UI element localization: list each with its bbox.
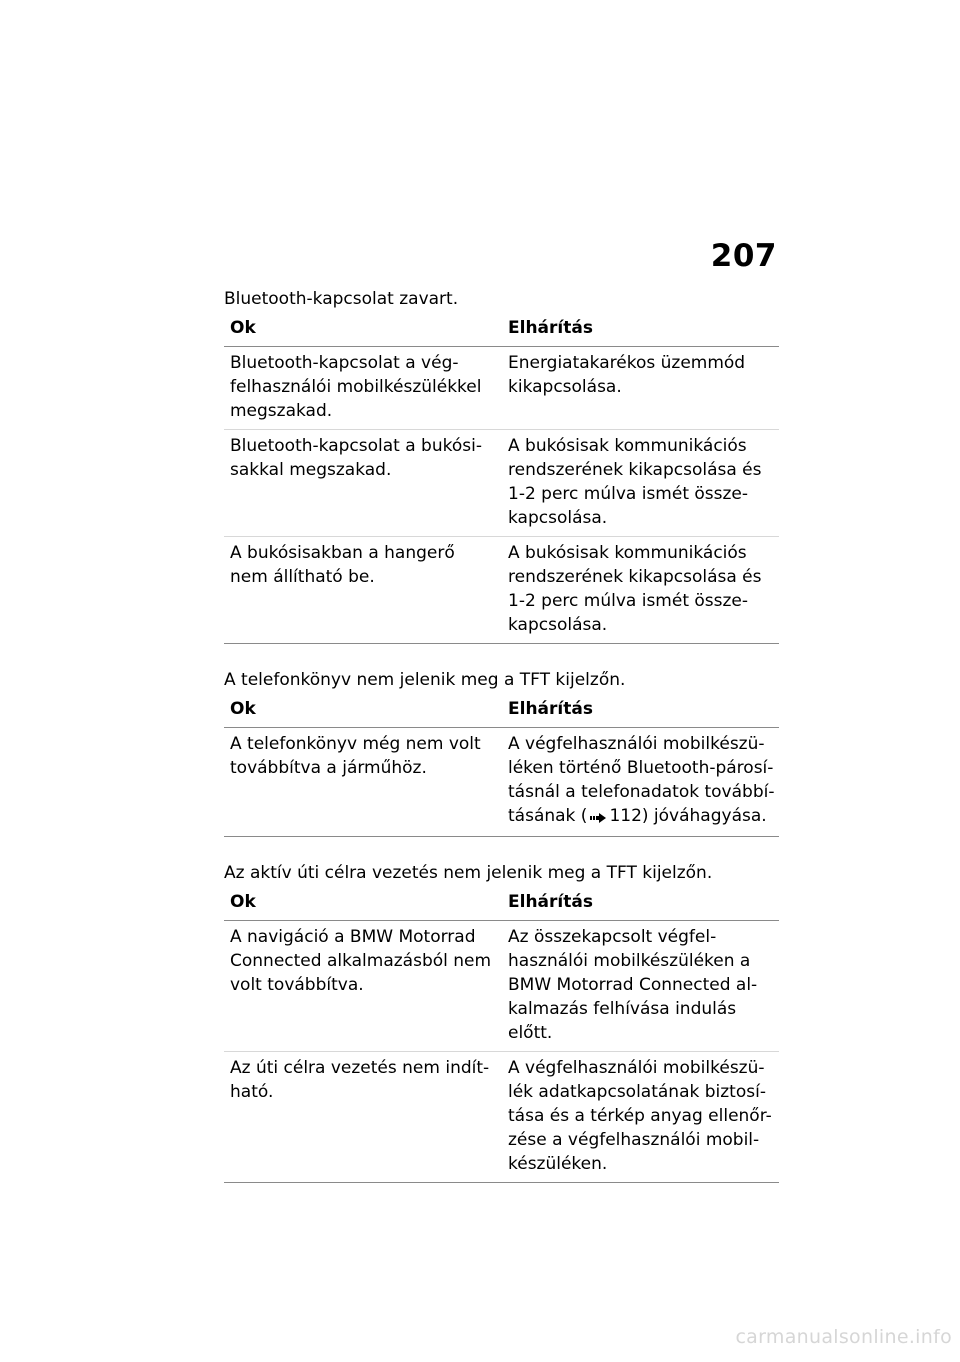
table-row <box>224 921 779 1052</box>
fix-line: léken történő Bluetooth-párosí- <box>508 758 774 778</box>
column-header-fix: Elhárítás <box>502 887 779 921</box>
cause-line: Bluetooth-kapcsolat a bukósi- <box>230 436 482 456</box>
cause-line: felhasználói mobilkészülékkel <box>230 377 482 397</box>
fix-line: készüléken. <box>508 1154 608 1174</box>
fix-line: A végfelhasználói mobilkészü- <box>508 1058 765 1078</box>
watermark: carmanualsonline.info <box>735 1326 952 1348</box>
fix-line: kapcsolása. <box>508 508 608 528</box>
page-content <box>224 287 779 1207</box>
fix-line: előtt. <box>508 1023 553 1043</box>
page-reference-link[interactable]: 112 <box>609 806 642 826</box>
cause-line: megszakad. <box>230 401 333 421</box>
fix-line: 1-2 perc múlva ismét össze- <box>508 591 749 611</box>
section-navigation <box>224 861 779 1183</box>
cause-cell <box>224 347 502 430</box>
fix-line-reference <box>508 804 773 830</box>
cause-line: Bluetooth-kapcsolat a vég- <box>230 353 459 373</box>
cause-line: A navigáció a BMW Motorrad <box>230 927 476 947</box>
cause-line: továbbítva a járműhöz. <box>230 758 427 778</box>
fix-line: rendszerének kikapcsolása és <box>508 460 762 480</box>
column-header-fix: Elhárítás <box>502 313 779 347</box>
fix-line: BMW Motorrad Connected al- <box>508 975 758 995</box>
table-row <box>224 728 779 837</box>
cause-line: A telefonkönyv még nem volt <box>230 734 481 754</box>
cause-line: sakkal megszakad. <box>230 460 392 480</box>
cause-line: A bukósisakban a hangerő <box>230 543 455 563</box>
fix-line: rendszerének kikapcsolása és <box>508 567 762 587</box>
fix-cell <box>502 921 779 1052</box>
column-header-cause: Ok <box>224 313 502 347</box>
fix-line: kalmazás felhívása indulás <box>508 999 737 1019</box>
fix-line: A bukósisak kommunikációs <box>508 543 747 563</box>
cause-cell <box>224 430 502 537</box>
table-row <box>224 537 779 644</box>
fix-cell <box>502 1052 779 1183</box>
cause-line: volt továbbítva. <box>230 975 364 995</box>
fix-ref-before: tásának ( <box>508 806 588 826</box>
arrow-right-icon <box>589 806 607 830</box>
table-row <box>224 1052 779 1183</box>
cause-cell <box>224 537 502 644</box>
table-header-row <box>224 694 779 728</box>
fix-cell <box>502 537 779 644</box>
fix-cell <box>502 347 779 430</box>
cause-line: nem állítható be. <box>230 567 375 587</box>
cause-cell <box>224 921 502 1052</box>
fix-line: tásnál a telefonadatok továbbí- <box>508 782 775 802</box>
fix-line: lék adatkapcsolatának biztosí- <box>508 1082 766 1102</box>
fix-line: Energiatakarékos üzemmód <box>508 353 746 373</box>
section-bluetooth <box>224 287 779 644</box>
cause-cell <box>224 728 502 837</box>
section-title: Az aktív úti célra vezetés nem jelenik meg a TFT kijelzőn. <box>224 863 713 883</box>
cause-line: Connected alkalmazásból nem <box>230 951 492 971</box>
troubleshooting-table <box>224 694 779 837</box>
fix-line: tása és a térkép anyag ellenőr- <box>508 1106 772 1126</box>
troubleshooting-table <box>224 313 779 644</box>
table-row <box>224 430 779 537</box>
fix-cell <box>502 430 779 537</box>
fix-line: kapcsolása. <box>508 615 608 635</box>
column-header-cause: Ok <box>224 887 502 921</box>
section-title: Bluetooth-kapcsolat zavart. <box>224 289 459 309</box>
table-header-row <box>224 887 779 921</box>
fix-line: 1-2 perc múlva ismét össze- <box>508 484 749 504</box>
fix-line: Az összekapcsolt végfel- <box>508 927 717 947</box>
page-number: 207 <box>710 238 777 274</box>
table-row <box>224 347 779 430</box>
fix-ref-after: ) jóváhagyása. <box>641 806 767 826</box>
cause-cell <box>224 1052 502 1183</box>
column-header-cause: Ok <box>224 694 502 728</box>
fix-line: zése a végfelhasználói mobil- <box>508 1130 760 1150</box>
table-header-row <box>224 313 779 347</box>
troubleshooting-table <box>224 887 779 1183</box>
section-title: A telefonkönyv nem jelenik meg a TFT kijelzőn. <box>224 670 626 690</box>
fix-line: A végfelhasználói mobilkészü- <box>508 734 765 754</box>
cause-line: ható. <box>230 1082 274 1102</box>
fix-line: használói mobilkészüléken a <box>508 951 751 971</box>
section-phonebook <box>224 668 779 837</box>
cause-line: Az úti célra vezetés nem indít- <box>230 1058 490 1078</box>
fix-line: kikapcsolása. <box>508 377 622 397</box>
fix-cell <box>502 728 779 837</box>
column-header-fix: Elhárítás <box>502 694 779 728</box>
fix-line: A bukósisak kommunikációs <box>508 436 747 456</box>
